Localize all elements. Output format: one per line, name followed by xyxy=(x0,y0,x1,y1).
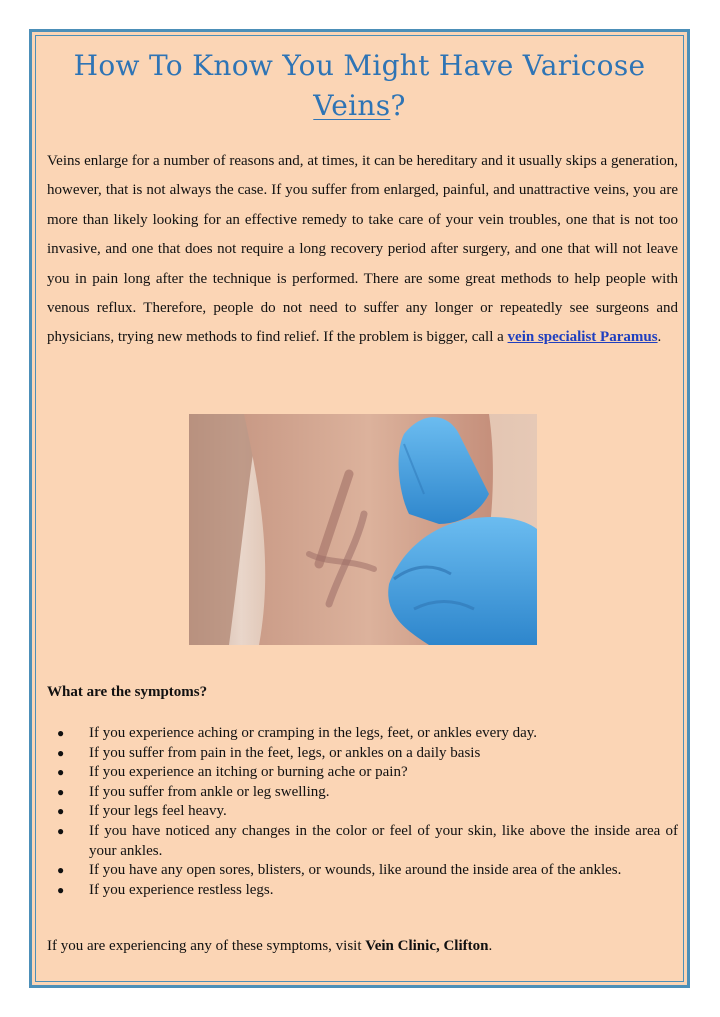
varicose-veins-photo xyxy=(189,414,537,645)
list-item: ● If you experience aching or cramping in the legs, feet, or ankles every day. xyxy=(47,724,678,744)
list-item: ● If you suffer from ankle or leg swelling. xyxy=(47,783,678,803)
list-item: ● If you have any open sores, blisters, or wounds, like around the inside area of the ankles. xyxy=(47,861,678,881)
bullet-icon: ● xyxy=(57,882,65,897)
intro-text: Veins enlarge for a number of reasons and, at times, it can be hereditary and it usually skips a generation, however, that is not always the case. If you suffer from enlarged, painful, and unattractive veins, you are more than likely looking for an effective remedy to take care of your vein troubles, one that is not too invasive, and one that does not require a long recovery period after surgery, and one that will not leave you in pain long after the technique is performed. There are some great methods to help people with venous reflux. Therefore, people do not need to suffer any longer or repeatedly see surgeons and physicians, trying new methods to find relief. If the problem is bigger, call a xyxy=(47,153,678,346)
list-item: ● If you experience an itching or burning ache or pain? xyxy=(47,763,678,783)
bullet-icon: ● xyxy=(57,765,65,780)
list-item: ● If your legs feel heavy. xyxy=(47,802,678,822)
bullet-icon: ● xyxy=(57,726,65,740)
gloved-hands-examining-leg-image xyxy=(189,414,537,645)
closing-paragraph xyxy=(47,938,492,955)
clinic-name: Vein Clinic, Clifton xyxy=(365,938,489,954)
bullet-icon: ● xyxy=(57,823,65,838)
bullet-icon: ● xyxy=(57,804,65,819)
vein-specialist-link[interactable]: vein specialist Paramus xyxy=(507,329,658,346)
closing-end: . xyxy=(488,938,493,954)
page-title xyxy=(32,46,687,126)
list-item: ● If you have noticed any changes in the color or feel of your skin, like above the inside area of your ankles. xyxy=(57,822,678,859)
intro-paragraph xyxy=(47,147,678,353)
bullet-icon: ● xyxy=(57,784,65,799)
bullet-icon: ● xyxy=(57,863,65,878)
intro-end: . xyxy=(657,329,662,346)
symptoms-list xyxy=(47,724,678,900)
list-item: ● If you experience restless legs. xyxy=(47,881,678,901)
document-page xyxy=(29,29,690,988)
symptoms-heading: What are the symptoms? xyxy=(47,684,208,700)
bullet-icon: ● xyxy=(57,745,65,760)
closing-text: If you are experiencing any of these symptoms, visit xyxy=(47,938,366,954)
list-item: ● If you suffer from pain in the feet, legs, or ankles on a daily basis xyxy=(47,744,678,764)
title-line-1: How To Know You Might Have Varicose xyxy=(73,49,646,82)
title-underlined-word: Veins xyxy=(313,89,391,122)
title-question-mark: ? xyxy=(390,89,406,122)
